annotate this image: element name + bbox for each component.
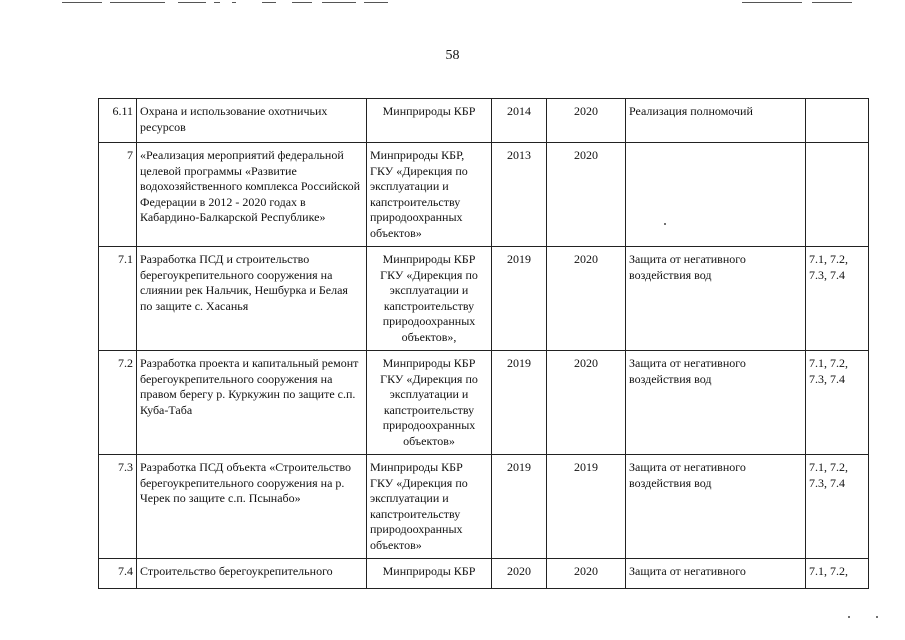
scan-speck	[848, 616, 850, 618]
start-year-cell: 2014	[492, 99, 547, 143]
table-row	[99, 351, 869, 455]
table-row	[99, 559, 869, 589]
page-number: 58	[445, 48, 460, 63]
event-name-cell: Строительство берегоукрепительного	[137, 559, 367, 589]
indicators-cell: 7.1, 7.2, 7.3, 7.4	[806, 455, 869, 559]
executor-cell: Минприроды КБР ГКУ «Дирекция по эксплуатации и капстроительству природоохранных объектов»	[367, 455, 492, 559]
indicators-cell	[806, 99, 869, 143]
expected-result-cell: Защита от негативного воздействия вод	[626, 455, 806, 559]
indicators-cell: 7.1, 7.2, 7.3, 7.4	[806, 351, 869, 455]
table-row	[99, 99, 869, 143]
end-year-cell: 2020	[547, 143, 626, 247]
table-row	[99, 247, 869, 351]
event-name-cell: «Реализация мероприятий федеральной целевой программы «Развитие водохозяйственного комплекса Российской Федерации в 2012 - 2020 годах в Кабардино-Балкарской Республике»	[137, 143, 367, 247]
end-year-cell: 2019	[547, 455, 626, 559]
event-name-cell: Разработка ПСД и строительство берегоукрепительного сооружения на слиянии рек Нальчик, Нешбурка и Белая по защите с. Хасанья	[137, 247, 367, 351]
row-number-cell: 7.4	[99, 559, 137, 589]
indicators-cell: 7.1, 7.2,	[806, 559, 869, 589]
start-year-cell: 2013	[492, 143, 547, 247]
end-year-cell: 2020	[547, 247, 626, 351]
expected-result-cell: Защита от негативного	[626, 559, 806, 589]
expected-result-cell: Защита от негативного воздействия вод	[626, 351, 806, 455]
executor-cell: Минприроды КБР ГКУ «Дирекция по эксплуатации и капстроительству природоохранных объектов»	[367, 351, 492, 455]
indicators-cell: 7.1, 7.2, 7.3, 7.4	[806, 247, 869, 351]
scan-speck	[876, 616, 878, 618]
program-table	[98, 98, 869, 589]
event-name-cell: Разработка ПСД объекта «Строительство берегоукрепительного сооружения на р. Черек по защите с.п. Псынабо»	[137, 455, 367, 559]
scan-edge-marks	[0, 0, 905, 6]
table-row	[99, 143, 869, 247]
start-year-cell: 2019	[492, 247, 547, 351]
event-name-cell: Разработка проекта и капитальный ремонт берегоукрепительного сооружения на правом берегу р. Куркужин по защите с.п. Куба-Таба	[137, 351, 367, 455]
executor-cell: Минприроды КБР	[367, 559, 492, 589]
end-year-cell: 2020	[547, 99, 626, 143]
executor-cell: Минприроды КБР, ГКУ «Дирекция по эксплуатации и капстроительству природоохранных объектов»	[367, 143, 492, 247]
start-year-cell: 2019	[492, 455, 547, 559]
expected-result-cell	[626, 143, 806, 247]
executor-cell: Минприроды КБР ГКУ «Дирекция по эксплуатации и капстроительству природоохранных объектов»,	[367, 247, 492, 351]
row-number-cell: 7.2	[99, 351, 137, 455]
indicators-cell	[806, 143, 869, 247]
event-name-cell: Охрана и использование охотничьих ресурсов	[137, 99, 367, 143]
end-year-cell: 2020	[547, 351, 626, 455]
table-row	[99, 455, 869, 559]
start-year-cell: 2020	[492, 559, 547, 589]
row-number-cell: 7.3	[99, 455, 137, 559]
row-number-cell: 7	[99, 143, 137, 247]
end-year-cell: 2020	[547, 559, 626, 589]
executor-cell: Минприроды КБР	[367, 99, 492, 143]
start-year-cell: 2019	[492, 351, 547, 455]
row-number-cell: 6.11	[99, 99, 137, 143]
row-number-cell: 7.1	[99, 247, 137, 351]
scan-speck	[664, 223, 666, 225]
expected-result-cell: Реализация полномочий	[626, 99, 806, 143]
expected-result-cell: Защита от негативного воздействия вод	[626, 247, 806, 351]
